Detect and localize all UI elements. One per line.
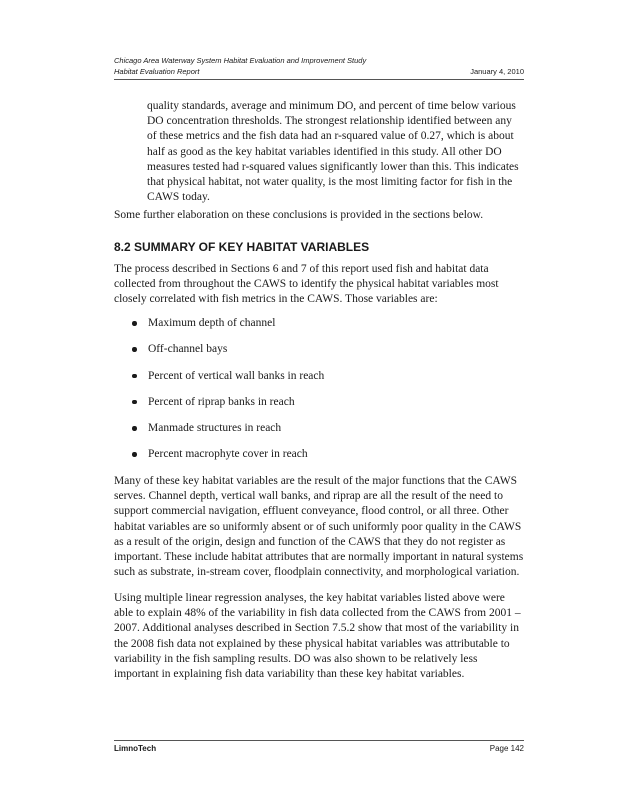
bullet-icon <box>132 321 137 326</box>
header-date: January 4, 2010 <box>470 67 524 76</box>
header-subtitle: Habitat Evaluation Report <box>114 67 200 76</box>
paragraph-continued: quality standards, average and minimum DO, and percent of time below various DO concentration thresholds. The strongest relationship identified between any of these metrics and the fish data had an r-squared value of 0.27, which is about half as good as the key habitat variables identified in this study. All other DO measures tested had r-squared values significantly lower than this. This indicates that physical habitat, not water quality, is the most limiting factor for fish in the CAWS today. <box>147 100 519 204</box>
footer-page-number: Page 142 <box>489 744 524 753</box>
footer-divider <box>114 740 524 741</box>
bullet-icon <box>132 400 137 405</box>
bullet-icon <box>132 374 137 379</box>
footer-company: LimnoTech <box>114 744 157 753</box>
list-item: Manmade structures in reach <box>114 421 524 447</box>
paragraph-process: The process described in Sections 6 and 7 of this report used fish and habitat data collected from throughout the CAWS to identify the physical habitat variables most closely correlated with fish metrics in the CAWS. Those variables are: <box>114 263 499 306</box>
bullet-icon <box>132 426 137 431</box>
bullet-icon <box>132 452 137 457</box>
habitat-variable-list <box>114 316 524 474</box>
paragraph-elaboration: Some further elaboration on these conclusions is provided in the sections below. <box>114 209 484 221</box>
bullet-icon <box>132 347 137 352</box>
list-item: Percent of vertical wall banks in reach <box>114 369 524 395</box>
list-item: Percent of riprap banks in reach <box>114 395 524 421</box>
header-divider <box>114 79 524 80</box>
paragraph-regression: Using multiple linear regression analyses, the key habitat variables listed above were able to explain 48% of the variability in fish data collected from the CAWS from 2001 – 2007. Additional analyses described in Section 7.5.2 show that most of the variability in the 2008 fish data not explained by these physical habitat variables was attributable to variability in the fish sampling results. DO was also shown to be relatively less important in explaining fish data variability than these key habitat variables. <box>114 592 521 681</box>
list-item: Percent macrophyte cover in reach <box>114 447 524 473</box>
paragraph-functions: Many of these key habitat variables are the result of the major functions that the CAWS serves. Channel depth, vertical wall banks, and riprap are all the result of the need to support commercial navigation, effluent conveyance, flood control, or all three. Other habitat variables are so uniformly absent or of such uniformly poor quality in the CAWS as a result of the origin, design and function of the CAWS that they do not register as important. These include habitat attributes that are normally important in natural systems such as substrate, in-stream cover, floodplain connectivity, and morphological variation. <box>114 475 524 579</box>
list-item: Maximum depth of channel <box>114 316 524 342</box>
header-title: Chicago Area Waterway System Habitat Evaluation and Improvement Study <box>114 56 367 65</box>
list-item: Off-channel bays <box>114 342 524 368</box>
section-heading: 8.2 SUMMARY OF KEY HABITAT VARIABLES <box>114 240 370 254</box>
header-subtitle-row <box>114 67 524 77</box>
